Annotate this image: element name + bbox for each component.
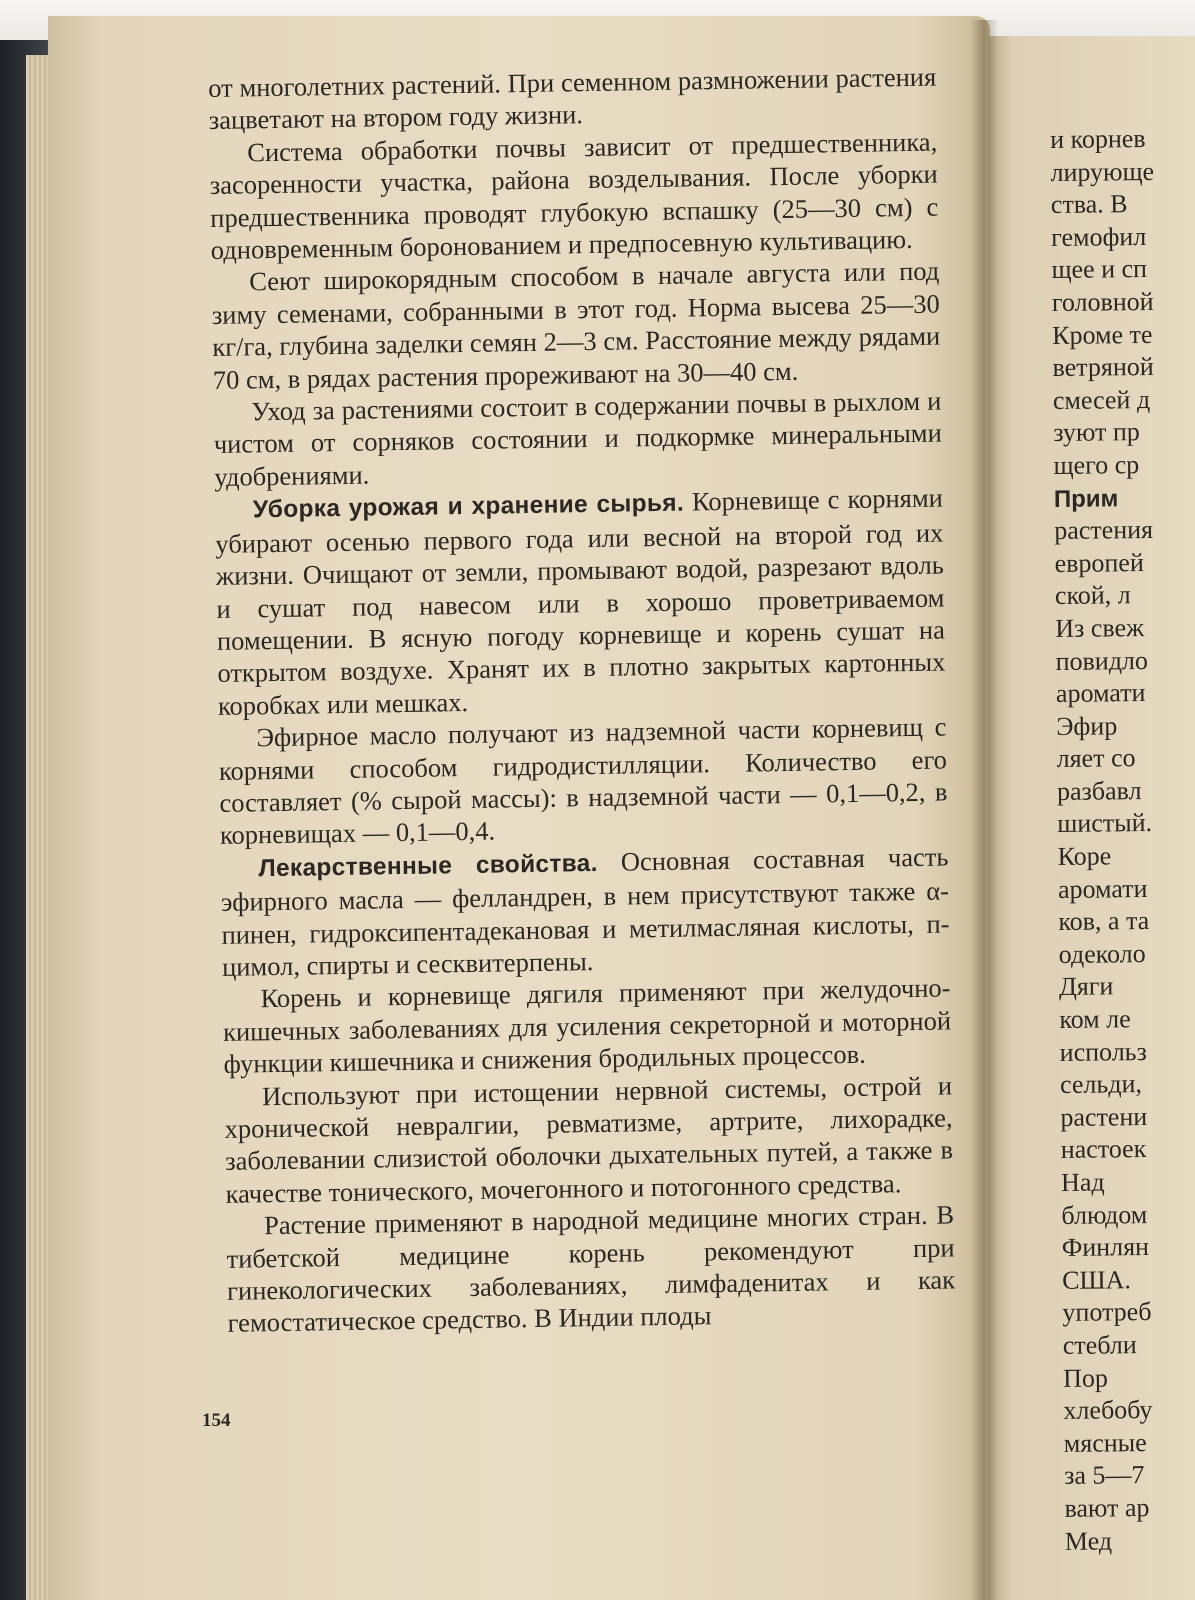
facing-line: ков, а та — [1058, 906, 1150, 937]
facing-line: аромати — [1055, 678, 1146, 709]
facing-line: одеколо — [1058, 938, 1146, 969]
paragraph — [220, 840, 950, 983]
paragraph-text: Используют при истощении нервной системы, острой и хронической невралгии, ревматизме, артрите, лихорадке, заболевании слизистой оболочки дыхательных путей, а также в качестве тонического, мочегонного и потогонного средства. — [224, 1070, 954, 1209]
paragraph-text: от многолетних растений. При семенном размножении растения зацветают на втором году жизни. — [208, 61, 937, 136]
paragraph-text: Растение применяют в народной медицине многих стран. В тибетской медицине корень рекомендуют при гинекологических заболеваниях, лимфаденитах и как гемостатическое средство. В Индии плоды — [226, 1199, 956, 1339]
facing-line: употреб — [1062, 1297, 1152, 1328]
paragraph-text: Корень и корневище дягиля применяют при желудочно-кишечных заболеваниях для усиления секреторной и моторной функции кишечника и снижения бродильных процессов. — [222, 972, 952, 1080]
facing-line: разбавл — [1056, 775, 1142, 806]
book-gutter — [970, 20, 998, 1600]
facing-line: использ — [1059, 1036, 1148, 1067]
facing-page-text — [1050, 121, 1195, 1558]
paragraph-text: Корневище с корнями убирают осенью первого года или весной на второй год их жизни. Очищают от земли, промывают водой, разрезают вдоль и сушат под навесом или в хорошо проветриваемом помещении. В ясную погоду корневище и корень сушат на открытом воздухе. Хранят их в плотно закрытых картонных коробках или мешках. — [215, 482, 946, 721]
paragraph — [215, 482, 947, 722]
section-heading: Уборка урожая и хранение сырья. — [252, 489, 685, 524]
paragraph-text: Основная составная часть эфирного масла — фелландрен, в нем присутствуют также α-пинен, гидроксипентадекановая и метилмасляная кислоты, п-цимол, спирты и сесквитерпены. — [220, 841, 950, 982]
facing-line: хлебобу — [1063, 1395, 1153, 1426]
page-edges — [26, 55, 50, 1600]
page-body-text — [208, 61, 956, 1340]
facing-line: Финлян — [1061, 1232, 1150, 1263]
facing-line: Коре — [1057, 841, 1112, 872]
facing-line: щего ср — [1053, 450, 1140, 480]
facing-line: Из свеж — [1055, 612, 1145, 643]
facing-line: зуют пр — [1053, 417, 1140, 448]
facing-heading: Прим — [1053, 484, 1119, 513]
facing-line: головной — [1051, 286, 1154, 317]
facing-line: за 5—7 — [1064, 1460, 1145, 1491]
facing-line: смесей д — [1052, 384, 1151, 415]
paragraph-text: Система обработки почвы зависит от предшественника, засоренности участка, района возделывания. После уборки предшественника проводят глубокую вспашку (25—30 см) с одновременным боронованием и предпосевную культивацию. — [209, 126, 939, 266]
paragraph — [224, 1069, 954, 1210]
paragraph-text: Уход за растениями состоит в содержании почвы в рыхлом и чистом от сорняков состоянии и подкормке минеральными удобрениями. — [213, 385, 942, 492]
facing-line: блюдом — [1061, 1199, 1148, 1230]
facing-line: Эфир — [1056, 711, 1118, 741]
facing-line: Над — [1060, 1167, 1105, 1197]
facing-line: США. — [1061, 1264, 1132, 1295]
section-heading: Лекарственные свойства. — [258, 849, 598, 883]
facing-line: европей — [1054, 547, 1144, 578]
facing-line: вают ар — [1064, 1492, 1150, 1523]
facing-line: Кроме те — [1052, 319, 1153, 350]
facing-line: щее и сп — [1051, 254, 1148, 285]
facing-line: ветряной — [1052, 352, 1154, 383]
paragraph — [222, 972, 951, 1081]
facing-line: гемофил — [1051, 221, 1147, 252]
paragraph — [208, 61, 937, 137]
facing-line: ком ле — [1059, 1004, 1131, 1034]
paragraph — [209, 125, 939, 266]
paragraph — [226, 1199, 956, 1340]
paragraph-text: Сеют широкорядным способом в начале августа или под зиму семенами, собранными в этот год. Норма высева 25—30 кг/га, глубина заделки семян 2—3 см. Расстояние между рядами 70 см, в рядах растения прореживают на 30—40 см. — [211, 255, 941, 395]
page-number: 154 — [202, 1410, 231, 1431]
facing-line — [1054, 480, 1195, 515]
facing-line: растени — [1060, 1101, 1148, 1132]
right-page — [988, 36, 1195, 1600]
paragraph — [218, 711, 948, 852]
facing-line: настоек — [1060, 1134, 1147, 1165]
facing-line: сельди, — [1059, 1069, 1143, 1100]
facing-line: Пор — [1062, 1363, 1109, 1393]
facing-line: шистый. — [1057, 808, 1153, 839]
paragraph — [213, 385, 942, 494]
facing-line: аромати — [1057, 873, 1148, 904]
facing-line: лирующе — [1050, 156, 1155, 187]
paragraph-text: Эфирное масло получают из надземной части корневищ с корнями способом гидродистилляции. Количество его составляет (% сырой массы): в надземной части — 0,1—0,2, в корневищах — 0,1—0,4. — [218, 711, 948, 851]
facing-line: растения — [1054, 515, 1154, 546]
facing-line: мясные — [1063, 1427, 1147, 1458]
facing-line: ства. В — [1050, 189, 1128, 220]
paragraph — [211, 255, 941, 396]
facing-line: Дяги — [1058, 971, 1114, 1002]
facing-line: повидло — [1055, 645, 1149, 676]
facing-line: ляет со — [1056, 743, 1136, 774]
facing-line: стебли — [1062, 1330, 1137, 1360]
facing-line: ской, л — [1054, 580, 1131, 611]
facing-line: и корнев — [1050, 124, 1146, 154]
facing-line: Мед — [1064, 1525, 1113, 1556]
